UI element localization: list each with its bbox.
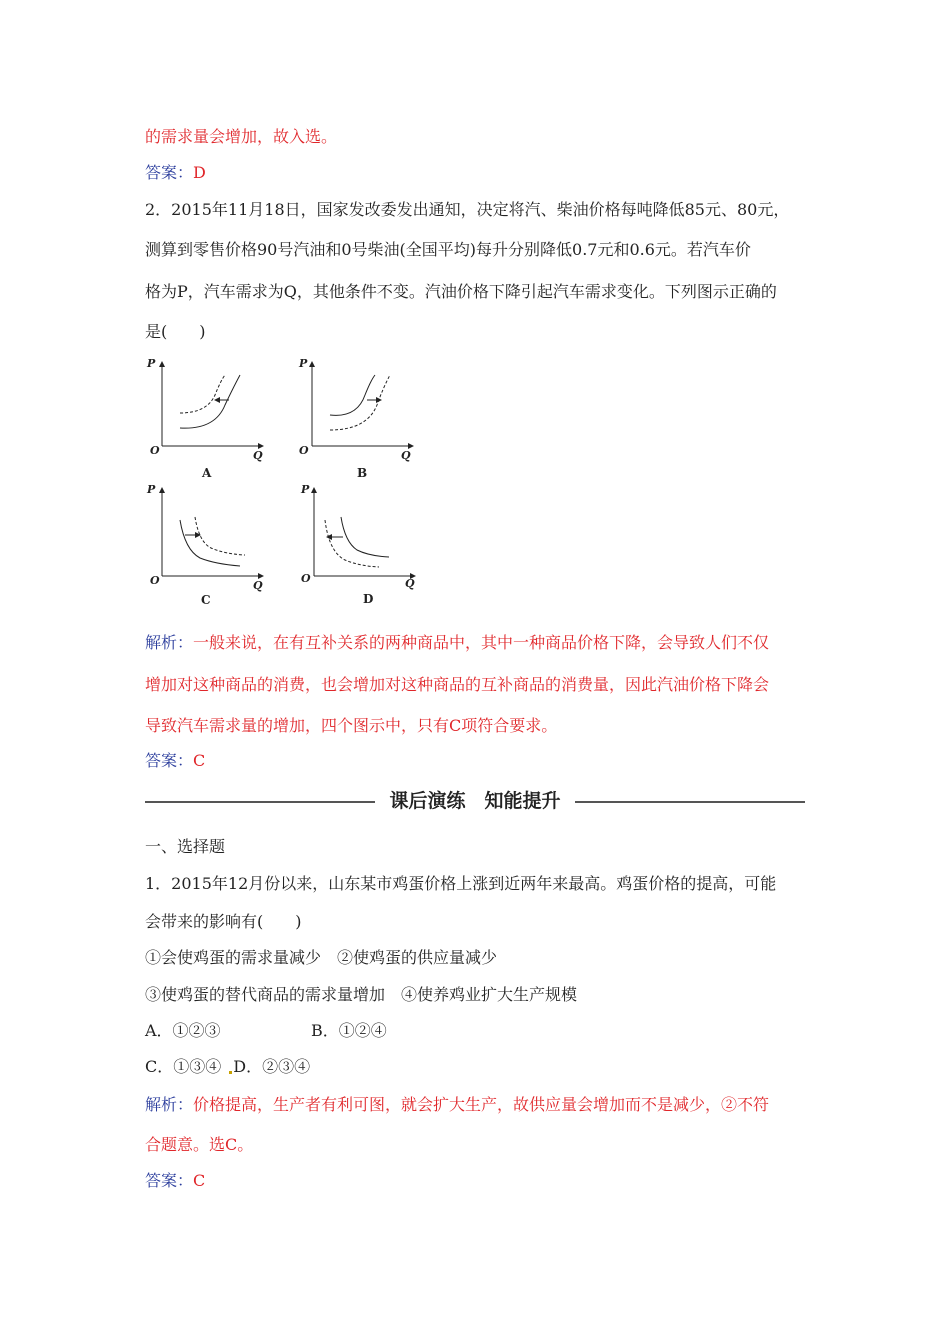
part1-heading: 一、选择题 [145, 837, 226, 856]
y-axis-label: P [147, 357, 156, 370]
x-axis-label: Q [253, 449, 263, 462]
q2-stem-line1: 2．2015年11月18日，国家发改委发出通知，决定将汽、柴油价格每吨降低85元、80元， [145, 200, 790, 219]
y-axis-label: P [299, 357, 308, 370]
p1q1-option-c: C．①③④ [145, 1057, 222, 1076]
y-axis-label: P [301, 483, 310, 496]
q2-answer [145, 751, 205, 771]
q2-stem-line3: 格为P，汽车需求为Q，其他条件不变。汽油价格下降引起汽车需求变化。下列图示正确的 [145, 282, 777, 301]
p1q1-analysis-line2: 合题意。选C。 [145, 1135, 254, 1154]
analysis-label: 解析： [145, 633, 194, 652]
p1q1-stem-line2: 会带来的影响有( ) [145, 912, 302, 931]
p1q1-analysis-line1 [145, 1095, 769, 1115]
shifted-demand-curve [330, 375, 390, 430]
x-axis-label: Q [401, 449, 411, 462]
graph-c [145, 480, 275, 610]
p1q1-options-cd [145, 1057, 310, 1077]
q2-analysis-line3: 导致汽车需求量的增加，四个图示中，只有C项符合要求。 [145, 716, 558, 735]
p1q1-statements-line1: ①会使鸡蛋的需求量减少 ②使鸡蛋的供应量减少 [145, 948, 498, 967]
analysis-label: 解析： [145, 1095, 194, 1114]
origin-label: O [301, 572, 311, 585]
answer-label: 答案： [145, 751, 194, 770]
section-title: 课后演练 知能提升 [389, 790, 561, 812]
answer-value: D [193, 163, 206, 182]
q2-stem-line4: 是( ) [145, 322, 206, 341]
q2-analysis-line1 [145, 633, 769, 653]
graph-a [145, 350, 275, 485]
p1q1-option-a: A．①②③ [145, 1021, 221, 1040]
shifted-demand-curve [325, 520, 379, 567]
p1q1-statements-line2: ③使鸡蛋的替代商品的需求量增加 ④使养鸡业扩大生产规模 [145, 985, 578, 1004]
shifted-demand-curve [195, 517, 245, 555]
q2-analysis-line2: 增加对这种商品的消费，也会增加对这种商品的互补商品的消费量，因此汽油价格下降会 [145, 675, 770, 694]
demand-curve [330, 375, 375, 415]
origin-label: O [150, 444, 160, 457]
origin-label: O [150, 574, 160, 587]
p1q1-answer [145, 1171, 205, 1191]
graph-caption: B [357, 466, 368, 480]
x-axis-label: Q [253, 579, 263, 592]
q2-stem-line2: 测算到零售价格90号汽油和0号柴油(全国平均)每升分别降低0.7元和0.6元。若汽车价 [145, 240, 751, 259]
y-axis-label: P [147, 483, 156, 496]
demand-curve [180, 520, 240, 566]
answer-value: C [193, 1171, 206, 1190]
origin-label: O [299, 444, 309, 457]
x-axis-label: Q [405, 577, 415, 590]
graph-caption: D [363, 592, 374, 606]
graph-caption: A [202, 466, 212, 480]
analysis-text: 一般来说，在有互补关系的两种商品中，其中一种商品价格下降，会导致人们不仅 [193, 633, 770, 652]
prev-explanation-tail: 的需求量会增加，故入选。 [145, 127, 338, 146]
graph-caption: C [201, 593, 211, 607]
graph-b [295, 350, 425, 485]
answer-label: 答案： [145, 1171, 194, 1190]
marker-dot [229, 1071, 232, 1074]
shifted-demand-curve [180, 375, 225, 413]
answer-value: C [193, 751, 206, 770]
demand-curve [341, 517, 389, 557]
section-header [145, 788, 805, 816]
graph-d [297, 480, 427, 610]
analysis-text: 价格提高，生产者有利可图，就会扩大生产，故供应量会增加而不是减少，②不符 [193, 1095, 770, 1114]
prev-answer [145, 163, 206, 183]
demand-curve [180, 375, 240, 428]
answer-label: 答案： [145, 163, 194, 182]
p1q1-stem-line1: 1．2015年12月份以来，山东某市鸡蛋价格上涨到近两年来最高。鸡蛋价格的提高，可能 [145, 874, 777, 893]
p1q1-option-b: B．①②④ [311, 1021, 387, 1040]
p1q1-option-d: D．②③④ [233, 1057, 311, 1076]
